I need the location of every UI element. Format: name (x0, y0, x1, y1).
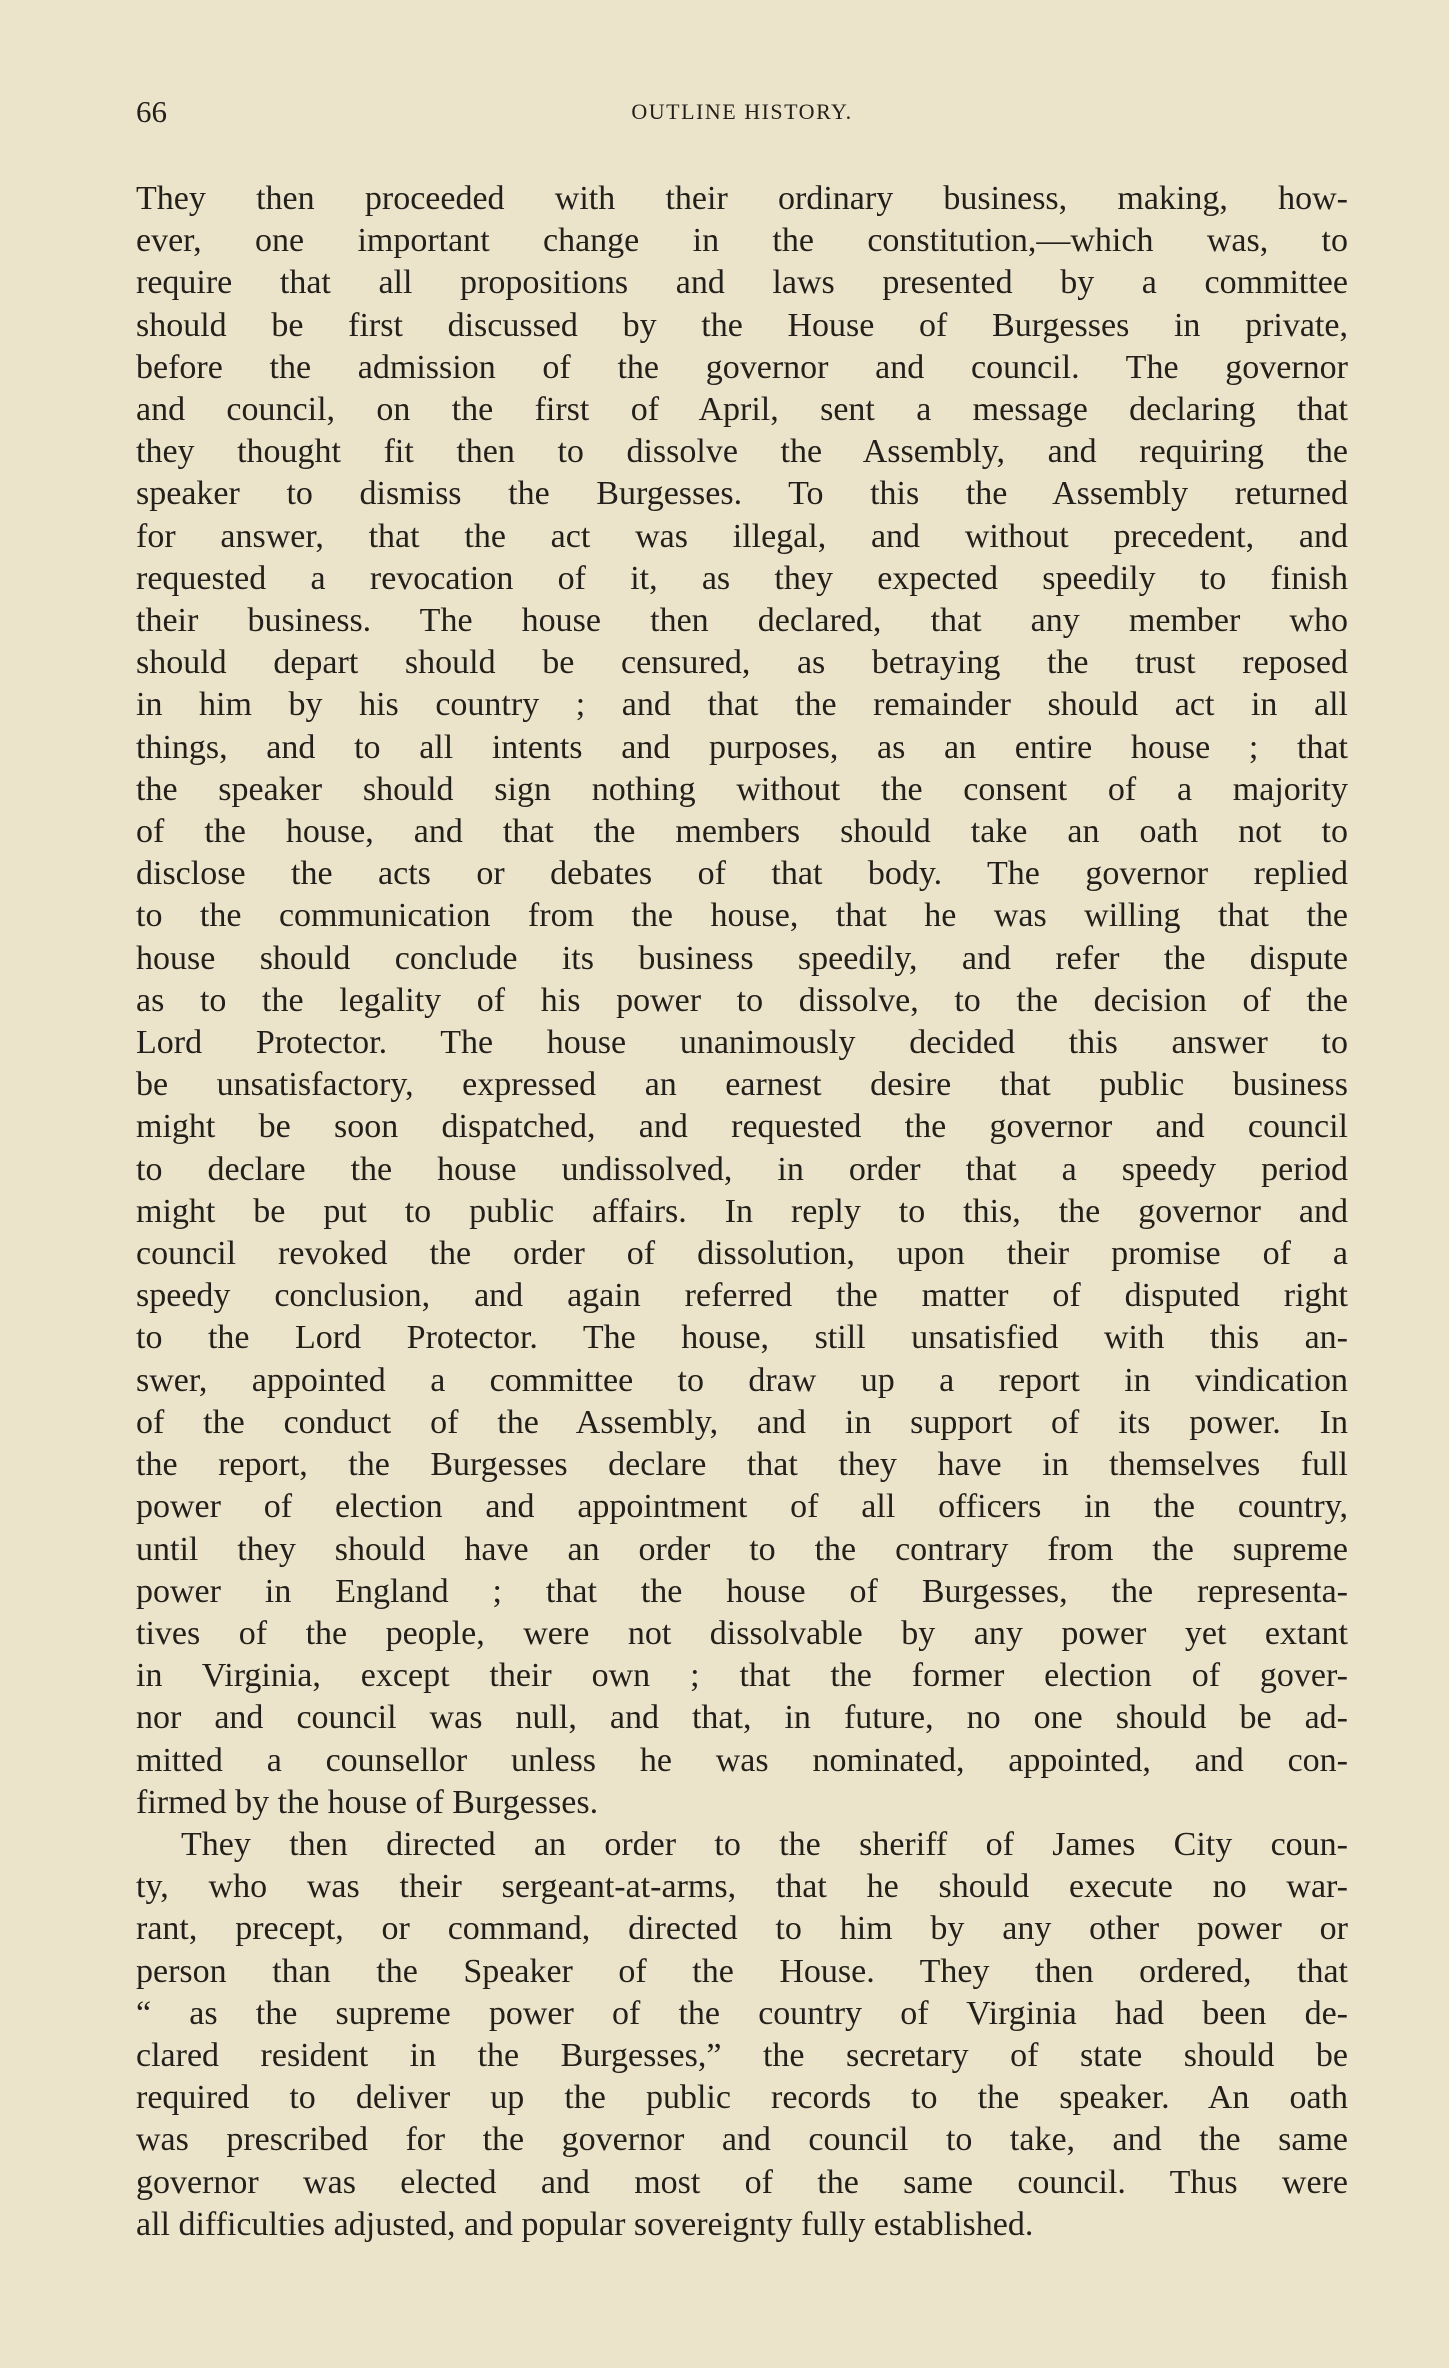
text-line: governor was elected and most of the same council. Thus were (136, 2163, 1348, 2201)
text-line: the report, the Burgesses declare that they have in themselves full (136, 1446, 1348, 1484)
text-line: the speaker should sign nothing without the consent of a majority (136, 770, 1348, 808)
text-line: nor and council was null, and that, in future, no one should be ad- (136, 1699, 1348, 1737)
text-line: and council, on the first of April, sent a message declaring that (136, 391, 1348, 429)
text-line: Lord Protector. The house unanimously decided this answer to (136, 1024, 1348, 1062)
text-line: speaker to dismiss the Burgesses. To this the Assembly returned (136, 475, 1348, 513)
text-line: as to the legality of his power to dissolve, to the decision of the (136, 981, 1348, 1019)
text-line: be unsatisfactory, expressed an earnest desire that public business (136, 1066, 1348, 1104)
text-line: swer, appointed a committee to draw up a report in vindication (136, 1361, 1348, 1399)
text-line: clared resident in the Burgesses,” the secretary of state should be (136, 2036, 1348, 2074)
text-line: mitted a counsellor unless he was nominated, appointed, and con- (136, 1741, 1348, 1779)
text-line: they thought fit then to dissolve the Assembly, and requiring the (136, 433, 1348, 471)
text-line: before the admission of the governor and council. The governor (136, 348, 1348, 386)
body-text (136, 178, 1348, 2246)
running-title: OUTLINE HISTORY. (631, 99, 853, 124)
text-line: speedy conclusion, and again referred the matter of disputed right (136, 1277, 1348, 1315)
text-line: tives of the people, were not dissolvable by any power yet extant (136, 1614, 1348, 1652)
text-line: disclose the acts or debates of that body. The governor replied (136, 855, 1348, 893)
text-line: of the house, and that the members should take an oath not to (136, 813, 1348, 851)
text-line: all difficulties adjusted, and popular sovereignty fully established. (136, 2205, 1034, 2243)
text-line: of the conduct of the Assembly, and in support of its power. In (136, 1403, 1348, 1441)
text-line: in Virginia, except their own ; that the former election of gover- (136, 1657, 1348, 1695)
text-line: might be soon dispatched, and requested the governor and council (136, 1108, 1348, 1146)
text-line: They then proceeded with their ordinary business, making, how- (136, 180, 1348, 217)
text-line: They then directed an order to the sheriff of James City coun- (181, 1825, 1348, 1863)
text-line: things, and to all intents and purposes, as an entire house ; that (136, 728, 1348, 766)
text-line: to the Lord Protector. The house, still unsatisfied with this an- (136, 1319, 1348, 1357)
text-line: should be first discussed by the House of Burgesses in private, (136, 306, 1348, 344)
text-line: to the communication from the house, that he was willing that the (136, 897, 1348, 935)
page-number: 66 (136, 94, 167, 129)
text-line: firmed by the house of Burgesses. (136, 1783, 599, 1821)
text-line: to declare the house undissolved, in order that a speedy period (136, 1150, 1348, 1188)
text-line: requested a revocation of it, as they expected speedily to finish (136, 559, 1348, 597)
text-line: until they should have an order to the contrary from the supreme (136, 1530, 1348, 1568)
page-header (136, 92, 1348, 132)
text-line: council revoked the order of dissolution, upon their promise of a (136, 1235, 1348, 1273)
text-line: should depart should be censured, as betraying the trust reposed (136, 644, 1348, 682)
paragraph-2 (136, 1824, 1348, 2246)
text-line: might be put to public affairs. In reply to this, the governor and (136, 1192, 1348, 1230)
text-line: house should conclude its business speedily, and refer the dispute (136, 939, 1348, 977)
text-line: power of election and appointment of all officers in the country, (136, 1488, 1348, 1526)
text-line: require that all propositions and laws presented by a committee (136, 264, 1348, 302)
text-line: was prescribed for the governor and council to take, and the same (136, 2121, 1348, 2159)
text-line: ever, one important change in the constitution,—which was, to (136, 222, 1348, 260)
text-line: “ as the supreme power of the country of Virginia had been de- (136, 1994, 1348, 2032)
text-line: in him by his country ; and that the remainder should act in all (136, 686, 1348, 724)
paragraph-1 (136, 178, 1348, 1824)
text-line: their business. The house then declared, that any member who (136, 602, 1348, 640)
text-line: rant, precept, or command, directed to him by any other power or (136, 1910, 1348, 1948)
text-line: for answer, that the act was illegal, and without precedent, and (136, 517, 1348, 555)
text-line: required to deliver up the public records to the speaker. An oath (136, 2079, 1348, 2117)
text-line: person than the Speaker of the House. They then ordered, that (136, 1952, 1348, 1990)
text-line: power in England ; that the house of Burgesses, the representa- (136, 1572, 1348, 1610)
text-line: ty, who was their sergeant-at-arms, that he should execute no war- (136, 1868, 1348, 1906)
